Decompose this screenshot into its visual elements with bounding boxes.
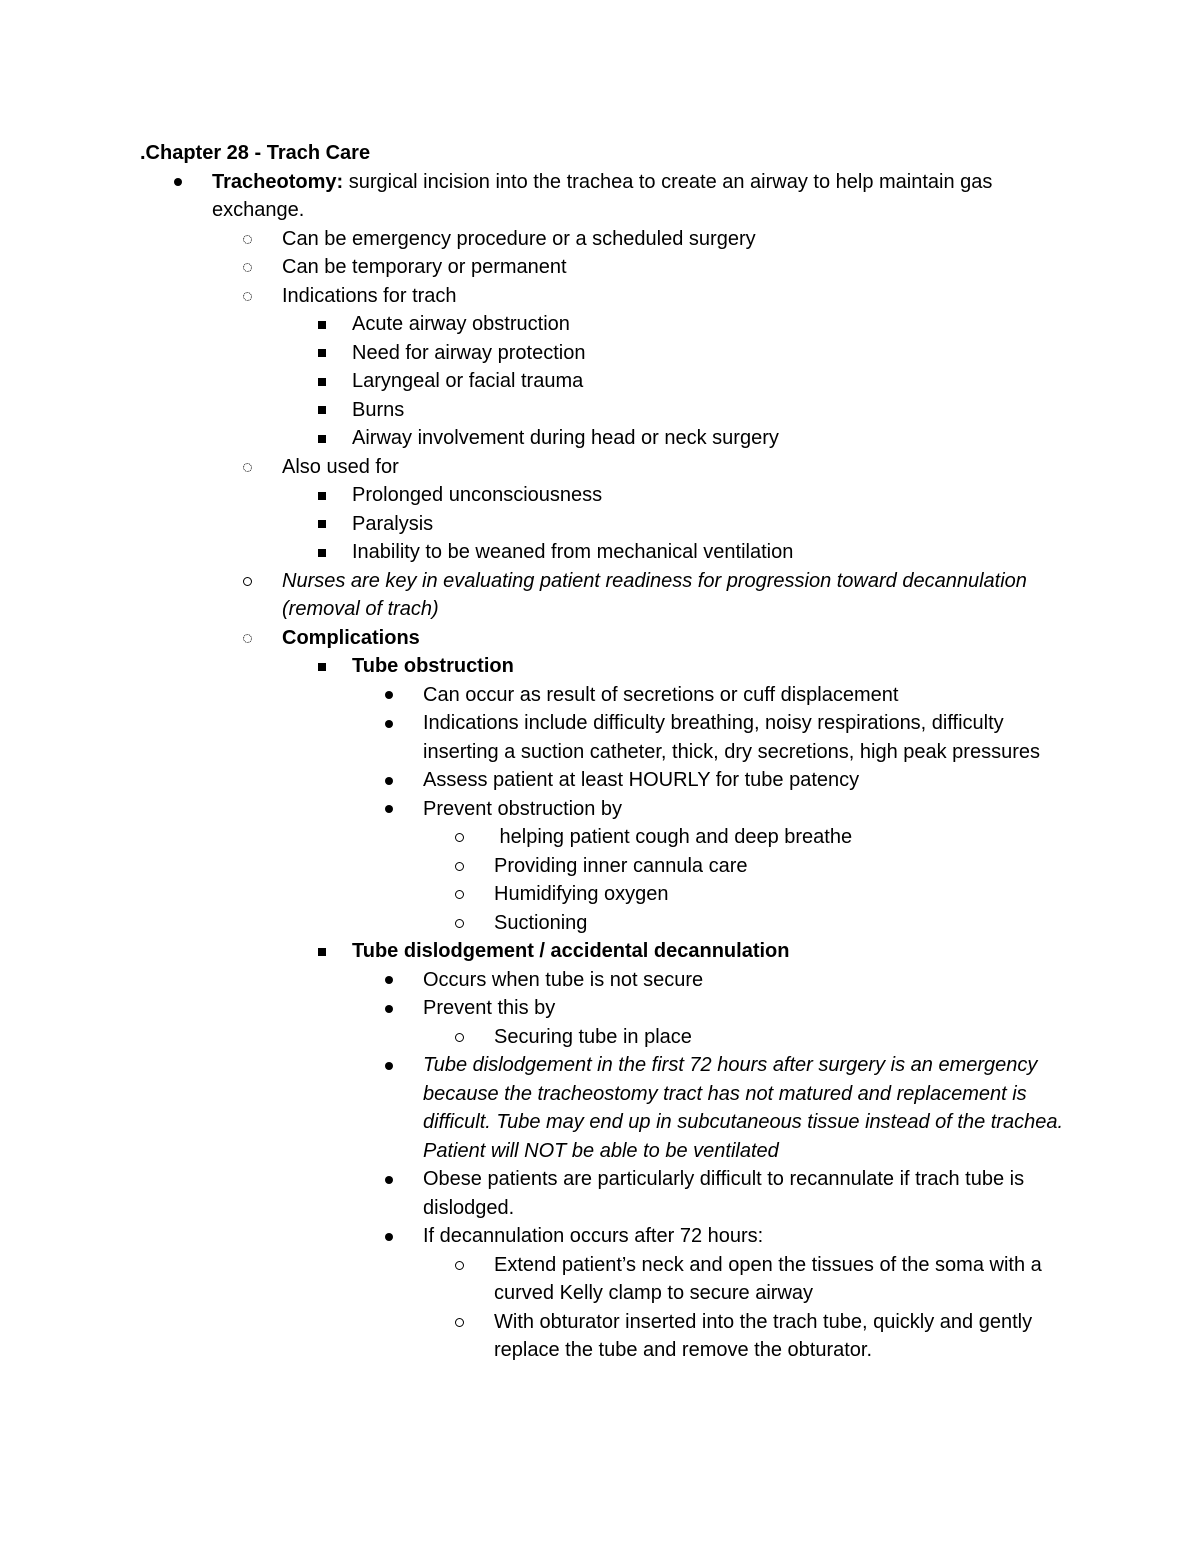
list-item-text: Assess patient at least HOURLY for tube patency	[423, 769, 860, 791]
list-item-text: Laryngeal or facial trauma	[352, 370, 584, 392]
list-item	[423, 1165, 1080, 1222]
list-item-bold-text: Tube obstruction	[352, 655, 514, 677]
list-item-text: If decannulation occurs after 72 hours:	[423, 1225, 764, 1247]
list-item-text: Nurses are key in evaluating patient readiness for progression toward decannulation (removal of trach)	[282, 569, 1027, 620]
bullet-dot-icon	[379, 1222, 399, 1251]
list-item	[494, 909, 1080, 938]
list-item	[494, 1023, 1080, 1052]
list-item-bold-text: Tracheotomy:	[212, 170, 344, 193]
list-item-text: Tube dislodgement in the first 72 hours after surgery is an emergency because the tracheostomy tract has not matured and replacement is difficult. Tube may end up in subcutaneous tissue instead of the trachea. Patient will NOT be able to be ventilated	[423, 1054, 1064, 1162]
list-item	[352, 538, 1080, 567]
bullet-dot-icon	[379, 766, 399, 795]
list-item-text	[352, 940, 789, 962]
list-item	[423, 709, 1080, 766]
list-item-text: Can be emergency procedure or a scheduled surgery	[282, 227, 756, 250]
list-item	[352, 367, 1080, 396]
list-item	[352, 396, 1080, 425]
list-item	[352, 481, 1080, 510]
list-item	[282, 225, 1080, 254]
list-item	[352, 652, 1080, 681]
list-item-text: Prolonged unconsciousness	[352, 484, 603, 506]
bullet-dot-icon	[379, 681, 399, 710]
bullet-dotted-circle-icon	[237, 624, 257, 653]
list-item	[494, 880, 1080, 909]
list-item	[423, 1051, 1080, 1165]
list-item-text: Can occur as result of secretions or cuff displacement	[423, 683, 899, 706]
list-item	[494, 852, 1080, 881]
bullet-dot-icon	[379, 709, 399, 738]
list-item	[423, 766, 1080, 795]
bullet-square-icon	[312, 339, 332, 368]
list-item-text: Obese patients are particularly difficult to recannulate if trach tube is dislodged.	[423, 1168, 1025, 1219]
bullet-square-icon	[312, 367, 332, 396]
list-item-text: Burns	[352, 398, 405, 421]
bullet-circle-icon	[449, 1251, 469, 1280]
list-item-text: Indications for trach	[282, 284, 457, 307]
list-item-text: Prevent obstruction by	[423, 797, 622, 820]
list-item-text: Tracheotomy: surgical incision into the trachea to create an airway to help maintain gas exchange.	[212, 170, 993, 221]
list-item	[352, 310, 1080, 339]
list-item	[352, 424, 1080, 453]
list-item-text: Inability to be weaned from mechanical ventilation	[352, 541, 794, 563]
list-item	[423, 681, 1080, 710]
list-item-bold-text: Complications	[282, 626, 420, 649]
bullet-square-icon	[312, 310, 332, 339]
list-item-text: Prevent this by	[423, 997, 556, 1019]
bullet-square-icon	[312, 510, 332, 539]
list-item	[494, 1308, 1080, 1365]
bullet-square-icon	[312, 396, 332, 425]
list-item-text: Can be temporary or permanent	[282, 256, 567, 278]
list-item	[282, 253, 1080, 282]
list-item	[352, 339, 1080, 368]
list-item-text: Humidifying oxygen	[494, 883, 669, 905]
list-item-text: Acute airway obstruction	[352, 313, 570, 335]
bullet-dot-icon	[379, 795, 399, 824]
list-item	[494, 1251, 1080, 1308]
bullet-dot-icon	[168, 168, 188, 197]
bullet-circle-icon	[449, 852, 469, 881]
bullet-circle-icon	[449, 880, 469, 909]
list-item-bold-text: Tube dislodgement / accidental decannulation	[352, 940, 790, 962]
page-title: .Chapter 28 - Trach Care	[140, 142, 371, 164]
list-item	[494, 823, 1080, 852]
list-item	[423, 994, 1080, 1023]
bullet-square-icon	[312, 937, 332, 966]
list-item-text: Paralysis	[352, 512, 434, 535]
list-item	[282, 567, 1080, 624]
bullet-dot-icon	[379, 966, 399, 995]
bullet-dot-icon	[379, 994, 399, 1023]
list-item-text: Also used for	[282, 455, 399, 478]
list-item-text	[352, 655, 514, 677]
list-item	[282, 453, 1080, 482]
bullet-dotted-circle-icon	[237, 225, 257, 254]
bullet-dotted-circle-icon	[237, 282, 257, 311]
list-item-text: Airway involvement during head or neck surgery	[352, 427, 779, 449]
list-item-text: Occurs when tube is not secure	[423, 968, 704, 991]
list-item-text: Suctioning	[494, 911, 588, 934]
list-item	[212, 168, 1080, 225]
bullet-dotted-circle-icon	[237, 253, 257, 282]
bullet-circle-icon	[237, 567, 257, 596]
list-item-text: Providing inner cannula care	[494, 854, 748, 877]
bullet-circle-icon	[449, 909, 469, 938]
list-item	[423, 1222, 1080, 1251]
list-item-text	[282, 627, 420, 649]
bullet-square-icon	[312, 652, 332, 681]
bullet-square-icon	[312, 481, 332, 510]
bullet-dotted-circle-icon	[237, 453, 257, 482]
list-item	[352, 510, 1080, 539]
list-item	[352, 937, 1080, 966]
list-item	[423, 966, 1080, 995]
bullet-dot-icon	[379, 1165, 399, 1194]
list-item	[282, 282, 1080, 311]
bullet-square-icon	[312, 538, 332, 567]
outline-list	[140, 168, 1080, 1365]
list-item-text: Indications include difficulty breathing, noisy respirations, difficulty inserting a suction catheter, thick, dry secretions, high peak pressures	[423, 712, 1040, 763]
document-page	[140, 139, 1080, 1365]
list-item-text: helping patient cough and deep breathe	[494, 826, 853, 848]
bullet-square-icon	[312, 424, 332, 453]
bullet-circle-icon	[449, 823, 469, 852]
list-item-text: Need for airway protection	[352, 341, 586, 364]
list-item	[282, 624, 1080, 653]
list-item-text: With obturator inserted into the trach tube, quickly and gently replace the tube and remove the obturator.	[494, 1310, 1033, 1361]
list-item-text: Securing tube in place	[494, 1025, 692, 1048]
bullet-circle-icon	[449, 1023, 469, 1052]
bullet-dot-icon	[379, 1051, 399, 1080]
bullet-circle-icon	[449, 1308, 469, 1337]
list-item-text: Extend patient’s neck and open the tissues of the soma with a curved Kelly clamp to secure airway	[494, 1253, 1042, 1304]
list-item	[423, 795, 1080, 824]
